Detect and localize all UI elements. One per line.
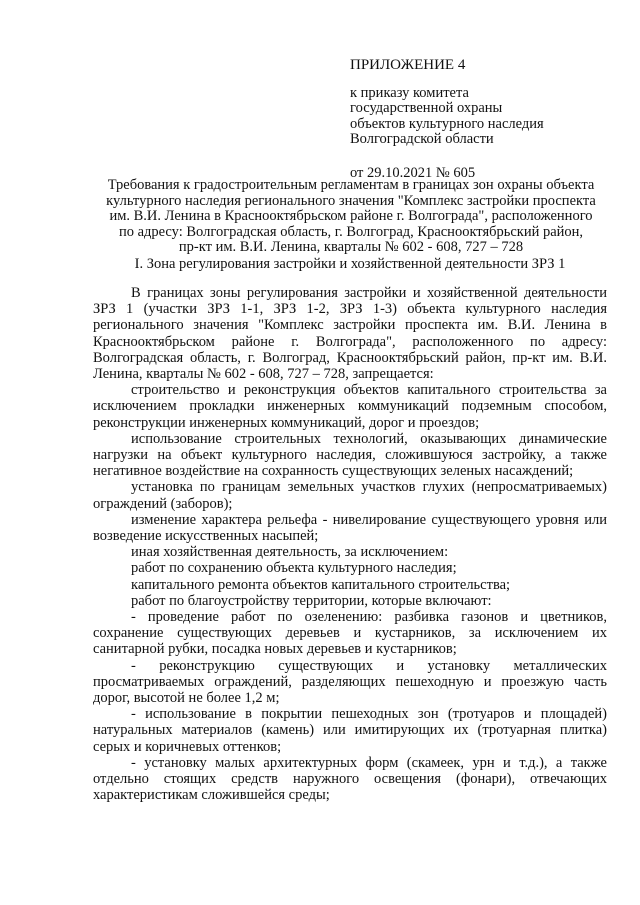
paragraph: работ по благоустройству территории, которые включают:	[131, 592, 492, 609]
list-item: - установку малых архитектурных форм (скамеек, урн и т.д.), а также отдельно стоящих средств наружного освещения (фонари), отвечающих характеристикам сложившейся среды;	[93, 754, 607, 804]
appendix-line: государственной охраны	[350, 100, 503, 116]
order-date-line: от 29.10.2021 № 605	[350, 164, 476, 181]
paragraph: установка по границам земельных участков глухих (непросматриваемых) ограждений (заборов);	[93, 479, 607, 512]
list-item: - использование в покрытии пешеходных зон (тротуаров и площадей) натуральных материалов (камень) или имитирующих их (тротуарная плитка) серых и коричневых оттенков;	[93, 706, 607, 755]
paragraph: В границах зоны регулирования застройки и хозяйственной деятельности ЗРЗ 1 (участки ЗРЗ 1-1, ЗРЗ 1-2, ЗРЗ 1-3) объекта культурного наследия регионального значения "Комплекс застройки проспекта им. В.И. Ленина в Краснооктябрьском районе г. Волгограда", расположенного по адресу: Волгоградская область, г. Волгоград, Краснооктябрьский район, пр-кт им. В.И. Ленина, кварталы № 602 - 608, 727 – 728, запрещается:	[93, 285, 607, 383]
paragraph: иная хозяйственная деятельность, за исключением:	[131, 544, 449, 561]
appendix-line: к приказу комитета	[350, 84, 469, 101]
title-line: культурного наследия регионального значения "Комплекс застройки проспекта	[106, 192, 596, 209]
appendix-block	[350, 58, 620, 181]
list-item: - проведение работ по озеленению: разбивка газонов и цветников, сохранение существующих деревьев и кустарников, за исключением их санитарной рубки, посадка новых деревьев и кустарников;	[93, 609, 607, 658]
body-text	[93, 285, 607, 804]
paragraph: использование строительных технологий, оказывающих динамические нагрузки на объект культурного наследия, сложившуюся застройку, а также негативное воздействие на сохранность существующих зеленых насаждений;	[93, 430, 607, 480]
appendix-line: объектов культурного наследия	[350, 115, 544, 132]
title-line: по адресу: Волгоградская область, г. Волгоград, Краснооктябрьский район,	[118, 223, 584, 240]
document-title	[92, 178, 610, 256]
list-item: - реконструкцию существующих и установку металлических просматриваемых ограждений, разделяющих пешеходную и проезжую часть дорог, высотой не более 1,2 м;	[93, 657, 607, 707]
paragraph: работ по сохранению объекта культурного наследия;	[131, 560, 457, 577]
title-line: пр-кт им. В.И. Ленина, кварталы № 602 - 608, 727 – 728	[178, 239, 524, 255]
paragraph: строительство и реконструкция объектов капитального строительства за исключением прокладки инженерных коммуникаций подземным способом, реконструкции инженерных коммуникаций, дорог и проездов;	[93, 382, 607, 431]
paragraph: изменение характера рельефа - нивелирование существующего уровня или возведение искусственных насыпей;	[93, 511, 607, 545]
title-line: Требования к градостроительным регламентам в границах зон охраны объекта	[107, 177, 595, 193]
section-heading: I. Зона регулирования застройки и хозяйственной деятельности ЗРЗ 1	[134, 256, 566, 272]
title-line: им. В.И. Ленина в Краснооктябрьском районе г. Волгограда", расположенного	[109, 208, 593, 224]
appendix-heading: ПРИЛОЖЕНИЕ 4	[350, 57, 466, 73]
paragraph: капитального ремонта объектов капитального строительства;	[131, 576, 511, 593]
appendix-line: Волгоградской области	[350, 131, 494, 147]
